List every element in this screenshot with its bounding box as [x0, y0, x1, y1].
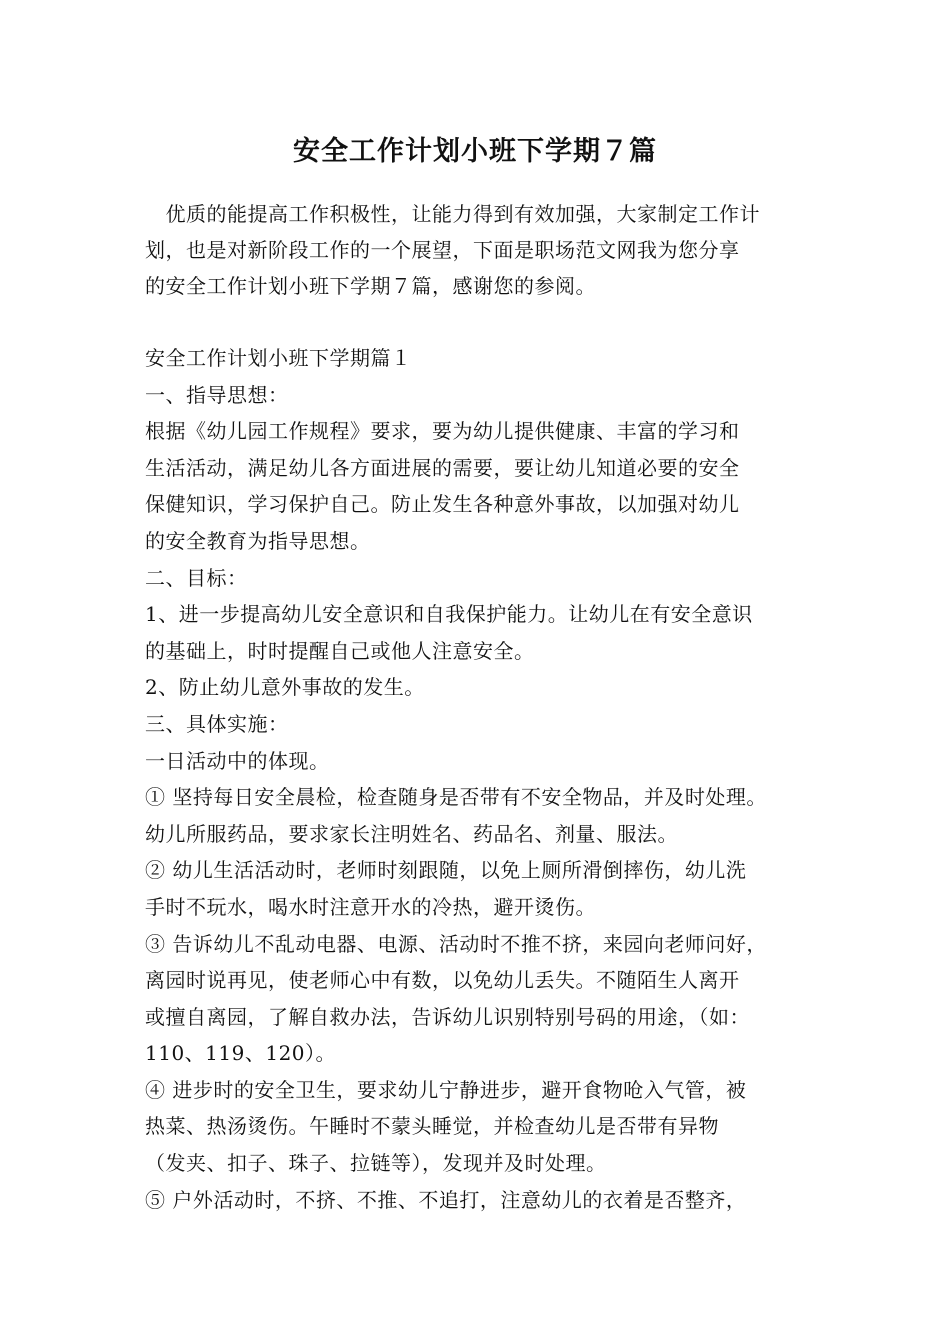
body-line: 110、119、120）。 [145, 1041, 337, 1066]
body-line: 根据《幼儿园工作规程》要求，要为幼儿提供健康、丰富的学习和 [145, 419, 740, 444]
section-heading: 安全工作计划小班下学期篇１ [145, 346, 412, 370]
body-line: 一日活动中的体现。 [145, 748, 330, 773]
body-line: 的基础上，时时提醒自己或他人注意安全。 [145, 638, 535, 663]
body-line: ② 幼儿生活活动时，老师时刻跟随，以免上厕所滑倒摔伤，幼儿洗 [145, 858, 747, 883]
body-line: ⑤ 户外活动时，不挤、不推、不追打，注意幼儿的衣着是否整齐， [145, 1187, 747, 1212]
intro-line: 优质的能提高工作积极性，让能力得到有效加强，大家制定工作计 [145, 202, 760, 226]
body-line: 保健知识，学习保护自己。防止发生各种意外事故，以加强对幼儿 [145, 492, 740, 517]
body-line: （发夹、扣子、珠子、拉链等），发现并及时处理。 [145, 1151, 607, 1176]
subsection-heading: 三、具体实施： [145, 711, 289, 736]
body-text [145, 340, 805, 1218]
body-line: 离园时说再见，使老师心中有数，以免幼儿丢失。不随陌生人离开 [145, 968, 740, 993]
body-line: 生活活动，满足幼儿各方面进展的需要，要让幼儿知道必要的安全 [145, 455, 740, 480]
subsection-heading: 一、指导思想： [145, 382, 289, 407]
document-title: 安全工作计划小班下学期７篇 [293, 136, 657, 167]
document-content [145, 196, 805, 1218]
body-line: 或擅自离园，了解自救办法，告诉幼儿识别特别号码的用途，（如： [145, 1004, 750, 1029]
body-line: ④ 进步时的安全卫生，要求幼儿宁静进步，避开食物呛入气管，被 [145, 1077, 747, 1102]
intro-line: 划，也是对新阶段工作的一个展望，下面是职场范文网我为您分享 [145, 238, 740, 262]
body-line: ③ 告诉幼儿不乱动电器、电源、活动时不推不挤，来园向老师问好， [145, 931, 767, 956]
intro-line: 的安全工作计划小班下学期７篇，感谢您的参阅。 [145, 274, 596, 298]
body-line: 热菜、热汤烫伤。午睡时不蒙头睡觉，并检查幼儿是否带有异物 [145, 1114, 719, 1139]
body-line: ① 坚持每日安全晨检，检查随身是否带有不安全物品，并及时处理。 [145, 785, 767, 810]
body-line: 1、进一步提高幼儿安全意识和自我保护能力。让幼儿在有安全意识 [145, 602, 753, 627]
subsection-heading: 二、目标： [145, 565, 248, 590]
body-line: 2、防止幼儿意外事故的发生。 [145, 675, 425, 700]
body-line: 幼儿所服药品，要求家长注明姓名、药品名、剂量、服法。 [145, 821, 678, 846]
intro-paragraph [145, 196, 805, 304]
body-line: 手时不玩水，喝水时注意开水的冷热，避开烫伤。 [145, 894, 596, 919]
body-line: 的安全教育为指导思想。 [145, 528, 371, 553]
